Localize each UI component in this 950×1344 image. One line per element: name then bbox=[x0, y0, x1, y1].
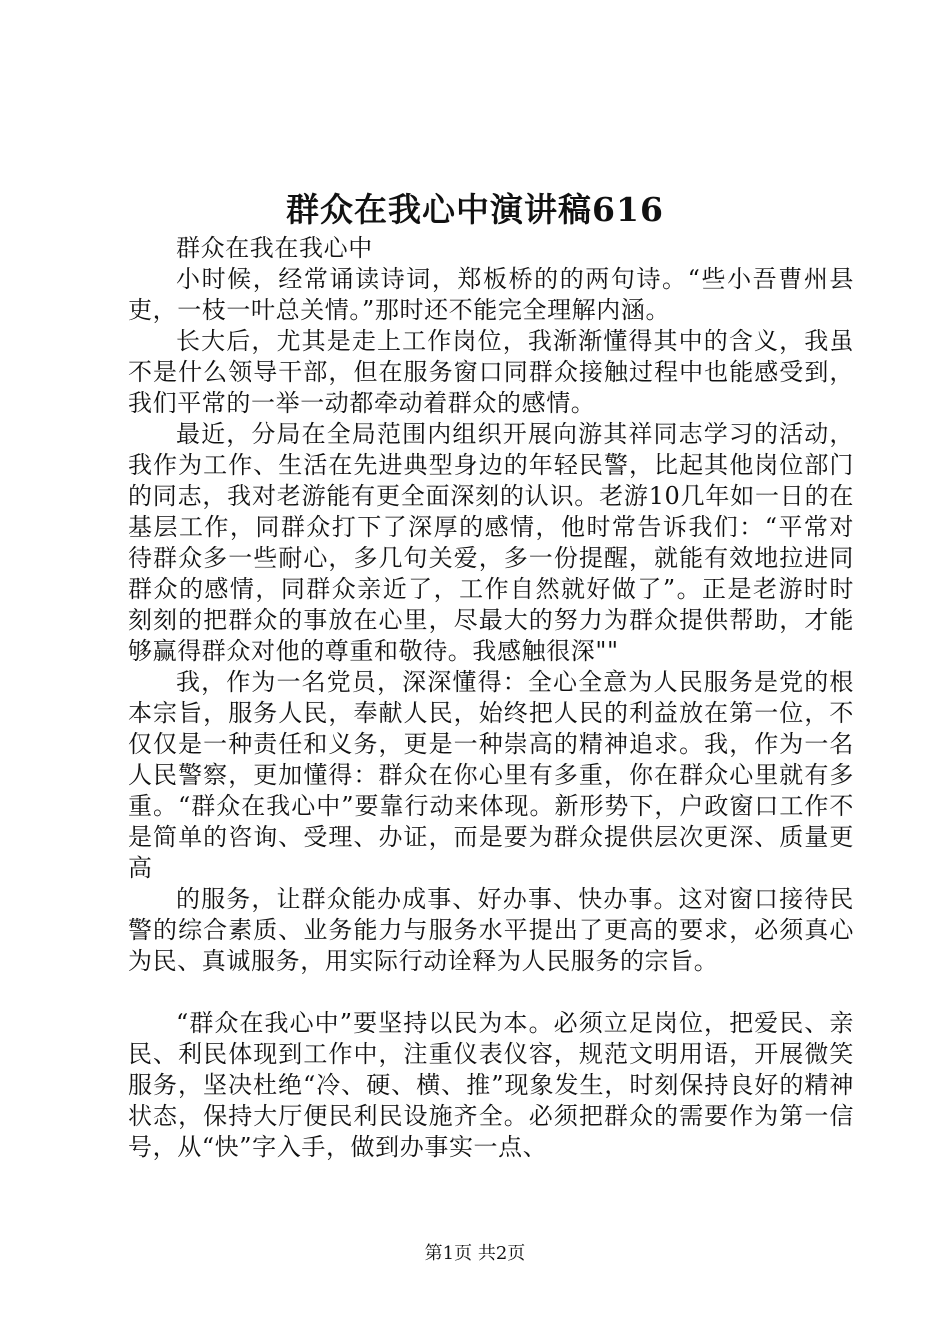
body-paragraph: “群众在我心中”要坚持以民为本。必须立足岗位，把爱民、亲民、利民体现到工作中，注重仪表仪容，规范文明用语，开展微笑服务，坚决杜绝“冷、硬、横、推”现象发生，时刻保持良好的精神状态，保持大厅便民利民设施齐全。必须把群众的需要作为第一信号，从“快”字入手，做到办事实一点、 bbox=[128, 1009, 854, 1161]
page-footer: 第1页 共2页 bbox=[424, 1243, 526, 1264]
body-paragraph: 我，作为一名党员，深深懂得：全心全意为人民服务是党的根本宗旨，服务人民，奉献人民，始终把人民的利益放在第一位，不仅仅是一种责任和义务，更是一种崇高的精神追求。我，作为一名人民警察，更加懂得：群众在你心里有多重，你在群众心里就有多重。“群众在我心中”要靠行动来体现。新形势下，户政窗口工作不是简单的咨询、受理、办证，而是要为群众提供层次更深、质量更高 bbox=[128, 668, 854, 882]
body-paragraph: 的服务，让群众能办成事、好办事、快办事。这对窗口接待民警的综合素质、业务能力与服务水平提出了更高的要求，必须真心为民、真诚服务，用实际行动诠释为人民服务的宗旨。 bbox=[128, 885, 854, 975]
body-paragraph: 小时候，经常诵读诗词，郑板桥的的两句诗。“些小吾曹州县吏，一枝一叶总关情。”那时还不能完全理解内涵。 bbox=[128, 265, 854, 324]
body-paragraph: 最近，分局在全局范围内组织开展向游其祥同志学习的活动，我作为工作、生活在先进典型身边的年轻民警，比起其他岗位部门的同志，我对老游能有更全面深刻的认识。老游10几年如一日的在基层工作，同群众打下了深厚的感情，他时常告诉我们：“平常对待群众多一些耐心，多几句关爱，多一份提醒，就能有效地拉进同群众的感情，同群众亲近了，工作自然就好做了”。正是老游时时刻刻的把群众的事放在心里，尽最大的努力为群众提供帮助，才能够赢得群众对他的尊重和敬待。我感触很深"" bbox=[128, 420, 854, 665]
document-body bbox=[128, 233, 854, 1163]
subtitle-paragraph: 群众在我在我心中 bbox=[176, 234, 373, 262]
body-paragraph: 长大后，尤其是走上工作岗位，我渐渐懂得其中的含义，我虽不是什么领导干部，但在服务窗口同群众接触过程中也能感受到，我们平常的一举一动都牵动着群众的感情。 bbox=[128, 327, 854, 417]
document-title: 群众在我心中演讲稿616 bbox=[286, 190, 664, 229]
